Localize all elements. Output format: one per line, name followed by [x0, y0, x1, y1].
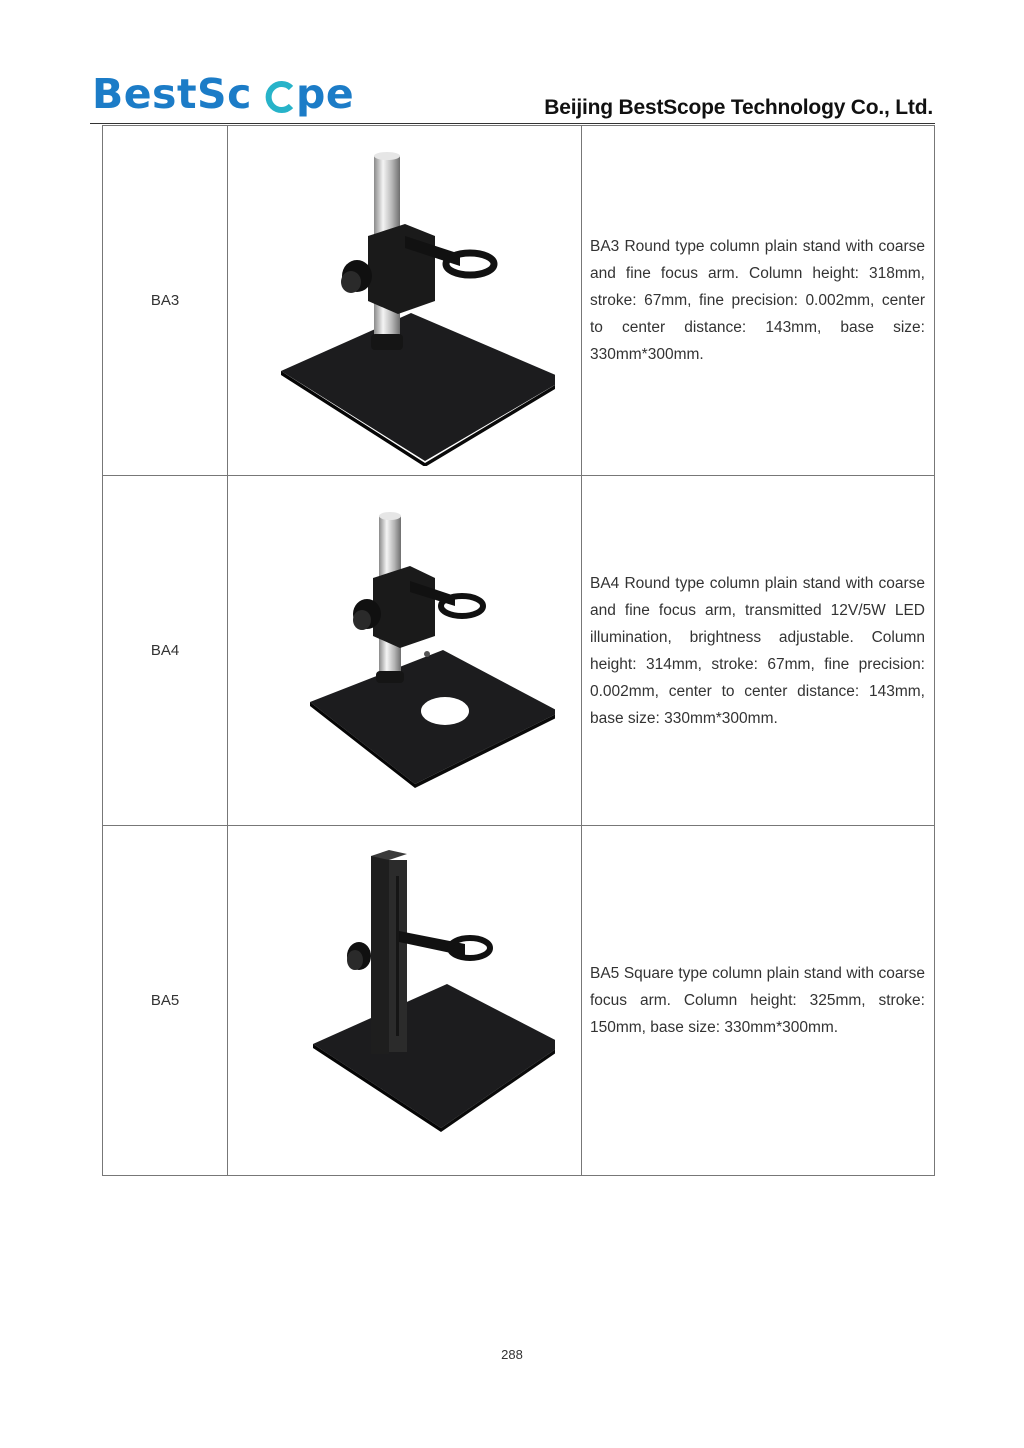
page-number: 288 — [501, 1347, 523, 1362]
description-cell: BA3 Round type column plain stand with coarse and fine focus arm. Column height: 318mm, stroke: 67mm, fine precision: 0.002mm, center to center distance: 143mm, base size: 330mm*300mm. — [582, 126, 935, 476]
company-name: Beijing BestScope Technology Co., Ltd. — [544, 96, 933, 119]
ba4-stand-image — [255, 486, 555, 816]
svg-text:pe: pe — [296, 70, 355, 118]
product-table — [102, 125, 935, 1176]
table-row — [103, 826, 935, 1176]
table-row — [103, 476, 935, 826]
product-image-cell — [228, 826, 582, 1176]
ba5-stand-image — [255, 836, 555, 1166]
product-image-cell — [228, 476, 582, 826]
model-cell: BA4 — [103, 476, 228, 826]
header-divider — [90, 123, 935, 124]
description-cell: BA5 Square type column plain stand with coarse focus arm. Column height: 325mm, stroke: 150mm, base size: 330mm*300mm. — [582, 826, 935, 1176]
ba3-stand-image — [255, 136, 555, 466]
table-row — [103, 126, 935, 476]
bestscope-logo — [92, 70, 362, 120]
svg-text:BestSc: BestSc — [92, 70, 252, 118]
product-image-cell — [228, 126, 582, 476]
model-cell: BA5 — [103, 826, 228, 1176]
description-cell: BA4 Round type column plain stand with coarse and fine focus arm, transmitted 12V/5W LED illumination, brightness adjustable. Column height: 314mm, stroke: 67mm, fine precision: 0.002mm, center to center distance: 143mm, base size: 330mm*300mm. — [582, 476, 935, 826]
model-cell: BA3 — [103, 126, 228, 476]
page-header — [90, 68, 935, 126]
